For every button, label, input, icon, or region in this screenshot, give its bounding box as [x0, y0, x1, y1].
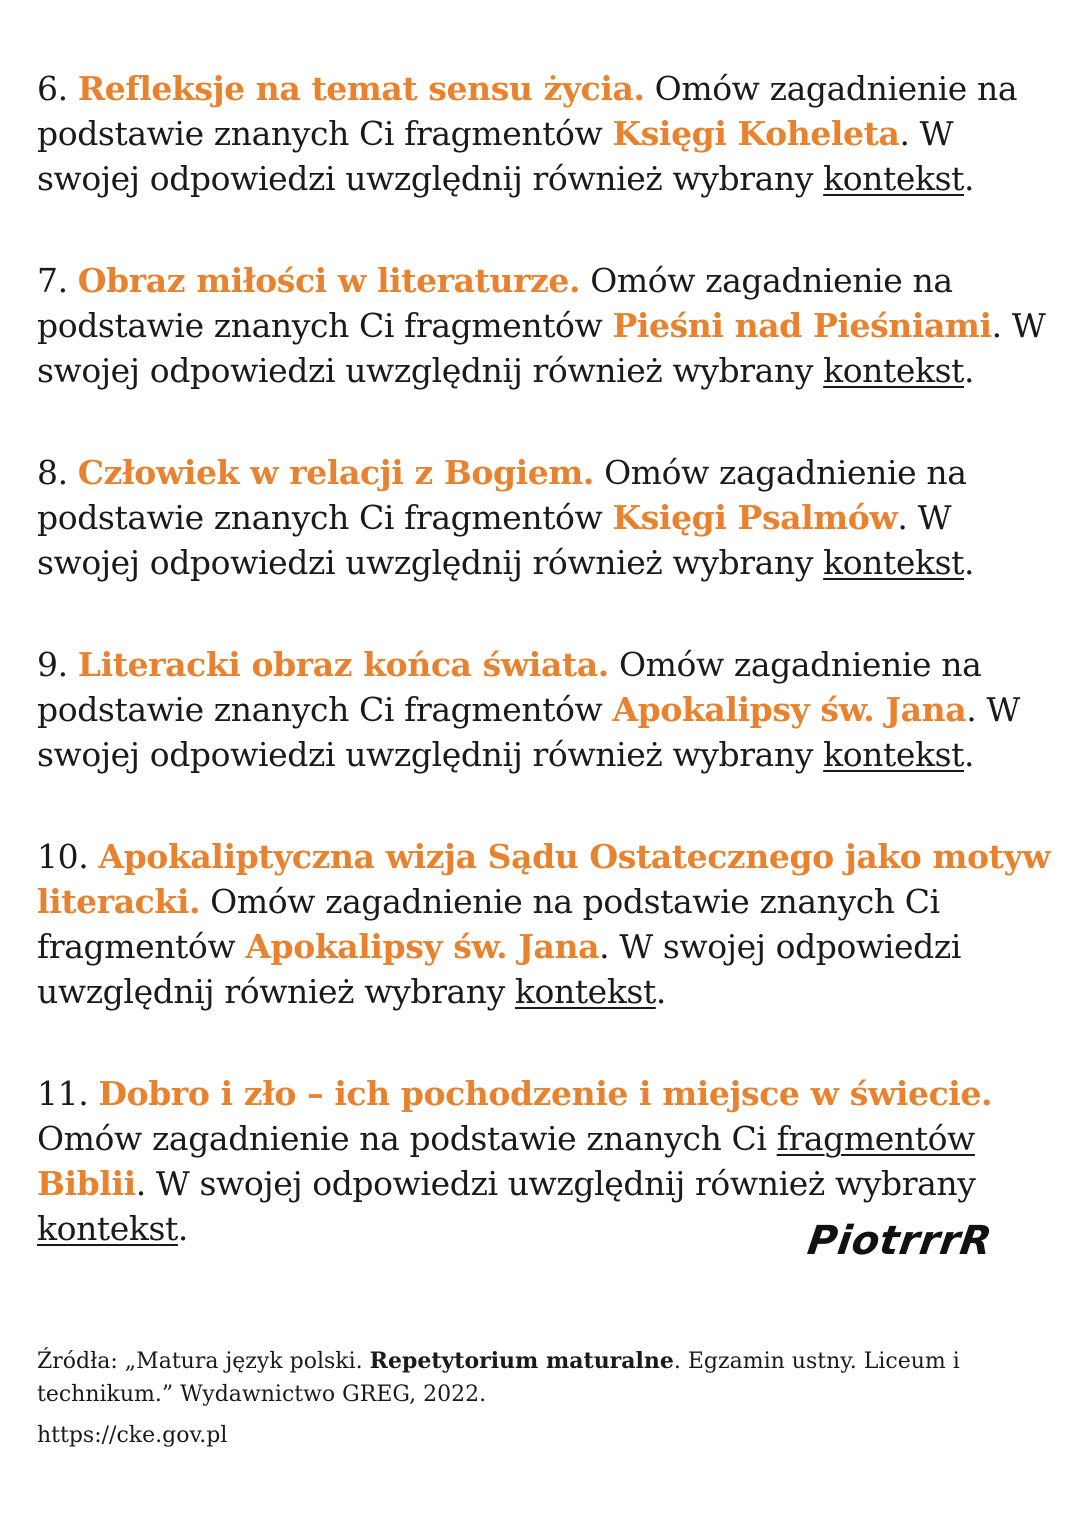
topic-9	[37, 642, 1052, 777]
topics-list	[37, 66, 1052, 1308]
topic-number: 10.	[37, 837, 89, 876]
topic-10	[37, 834, 1052, 1014]
topic-number: 9.	[37, 645, 68, 684]
topic-text: . W swojej odpowiedzi uwzględnij również wybrany	[135, 1164, 976, 1203]
author-signature: PiotrrrR	[804, 1218, 995, 1264]
kontekst-link[interactable]: kontekst	[37, 1209, 178, 1248]
sources-label: Źródła: „Matura język polski.	[37, 1349, 363, 1374]
topic-6	[37, 66, 1052, 201]
sources-section	[37, 1345, 1037, 1452]
kontekst-link[interactable]: kontekst	[823, 159, 965, 198]
topic-number: 7.	[37, 261, 68, 300]
topic-number: 6.	[37, 69, 68, 108]
topic-source: Apokalipsy św. Jana	[245, 927, 600, 966]
topic-8	[37, 450, 1052, 585]
topic-end: .	[964, 735, 975, 774]
topic-text: . W swojej odpowiedzi uwzględnij również wybrany	[37, 498, 952, 582]
kontekst-link[interactable]: kontekst	[823, 735, 965, 774]
topic-end: .	[964, 159, 975, 198]
kontekst-link[interactable]: kontekst	[514, 972, 656, 1011]
topic-end: .	[964, 351, 975, 390]
topic-title: Literacki obraz końca świata.	[77, 645, 609, 684]
topic-source: Pieśni nad Pieśniami	[612, 306, 992, 345]
topic-text: Omów zagadnienie na podstawie znanych Ci fragmentów	[37, 645, 982, 729]
topic-source: Biblii	[37, 1164, 136, 1203]
topic-number: 11.	[37, 1074, 89, 1113]
topic-end: .	[655, 972, 666, 1011]
sources-rest: . Egzamin ustny. Liceum i technikum.” Wydawnictwo GREG, 2022.	[37, 1349, 960, 1407]
topic-source: Apokalipsy św. Jana	[612, 690, 967, 729]
topic-title: Refleksje na temat sensu życia.	[77, 69, 645, 108]
topic-number: 8.	[37, 453, 68, 492]
kontekst-link[interactable]: kontekst	[823, 543, 965, 582]
topic-7	[37, 258, 1052, 393]
kontekst-link[interactable]: kontekst	[823, 351, 965, 390]
sources-citation	[37, 1345, 1037, 1411]
topic-end: .	[964, 543, 975, 582]
fragmentow-link[interactable]: fragmentów	[776, 1119, 975, 1158]
topic-source: Księgi Koheleta	[612, 114, 900, 153]
topic-text: Omów zagadnienie na podstawie znanych Ci fragmentów	[37, 453, 967, 537]
topic-title: Apokaliptyczna wizja Sądu Ostatecznego jako motyw literacki.	[37, 837, 1051, 921]
topic-text: Omów zagadnienie na podstawie znanych Ci fragmentów	[37, 882, 940, 966]
topic-title: Obraz miłości w literaturze.	[77, 261, 581, 300]
topic-text: . W swojej odpowiedzi uwzględnij również wybrany	[37, 114, 954, 198]
topic-text: Omów zagadnienie na podstawie znanych Ci fragmentów	[37, 261, 953, 345]
topic-text: . W swojej odpowiedzi uwzględnij również wybrany	[37, 927, 961, 1011]
topic-title: Dobro i zło – ich pochodzenie i miejsce w świecie.	[98, 1074, 993, 1113]
topic-text: . W swojej odpowiedzi uwzględnij również wybrany	[37, 306, 1046, 390]
topic-text: . W swojej odpowiedzi uwzględnij również wybrany	[37, 690, 1020, 774]
sources-url[interactable]: https://cke.gov.pl	[37, 1423, 228, 1448]
sources-book-title: Repetytorium maturalne	[369, 1348, 674, 1374]
topic-title: Człowiek w relacji z Bogiem.	[77, 453, 594, 492]
topic-text: Omów zagadnienie na podstawie znanych Ci fragmentów	[37, 69, 1018, 153]
topic-end: .	[177, 1209, 188, 1248]
topic-text: Omów zagadnienie na podstawie znanych Ci	[37, 1119, 767, 1158]
topic-source: Księgi Psalmów	[612, 498, 898, 537]
